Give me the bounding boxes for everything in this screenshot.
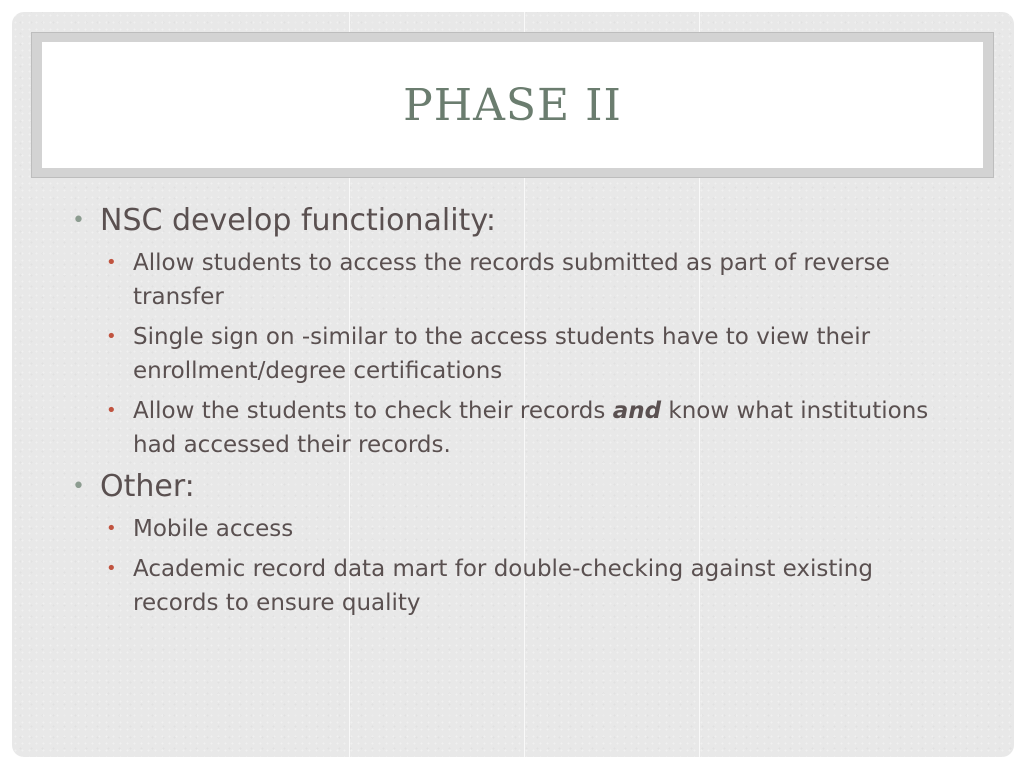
bullet-text: Other: [100, 469, 195, 504]
bullet-text: Mobile access [133, 516, 294, 542]
bullet-dot-icon: • [106, 558, 117, 579]
bullet-level2 [106, 552, 952, 620]
bullet-level1 [72, 202, 952, 240]
bullet-text: Academic record data mart for double-checking against existing records to ensure quality [133, 556, 873, 616]
bullet-level2 [106, 320, 952, 388]
title-frame [31, 32, 994, 178]
bullet-dot-icon: • [106, 400, 117, 421]
slide-title: PHASE II [403, 79, 622, 131]
title-box [42, 42, 983, 168]
bullet-emphasis: and [612, 398, 662, 424]
bullet-dot-icon: • [106, 326, 117, 347]
bullet-text: Single sign on -similar to the access students have to view their enrollment/degree certifications [133, 324, 871, 384]
bullet-level2 [106, 512, 952, 546]
bullet-text-before: Allow the students to check their records [133, 398, 613, 424]
bullet-text-after: know what institutions had accessed their records. [133, 398, 929, 458]
bullet-dot-icon: • [106, 518, 117, 539]
bullet-dot-icon: • [72, 208, 85, 233]
bullet-text: Allow students to access the records submitted as part of reverse transfer [133, 250, 890, 310]
slide [12, 12, 1014, 757]
slide-body [72, 202, 952, 626]
bullet-level1 [72, 468, 952, 506]
bullet-level2 [106, 394, 952, 462]
bullet-dot-icon: • [72, 474, 85, 499]
bullet-dot-icon: • [106, 252, 117, 273]
bullet-text: NSC develop functionality: [100, 203, 496, 238]
bullet-level2 [106, 246, 952, 314]
